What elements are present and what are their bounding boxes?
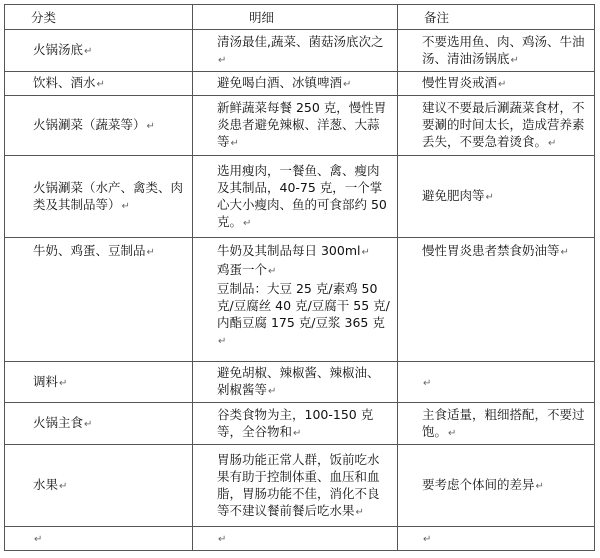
detail-cell: ↵ bbox=[193, 527, 398, 551]
table-row bbox=[5, 527, 595, 551]
note-cell: 建议不要最后涮蔬菜食材，不要涮的时间太长，造成营养素丢失，不要急着烫食。↵ bbox=[398, 96, 595, 156]
note-cell: 慢性胃炎戒酒↵ bbox=[398, 72, 595, 96]
table-row bbox=[5, 445, 595, 527]
table-row bbox=[5, 30, 595, 72]
detail-cell: 胃肠功能正常人群，饭前吃水果有助于控制体重、血压和血脂，胃肠功能不佳，消化不良等不建议餐前餐后吃水果↵ bbox=[193, 445, 398, 527]
detail-cell: 选用瘦肉，一餐鱼、禽、瘦肉及其制品，40-75 克，一个掌心大小瘦肉、鱼的可食部约 50 克。↵ bbox=[193, 156, 398, 238]
category-cell: 饮料、酒水↵ bbox=[5, 72, 193, 96]
table-row bbox=[5, 72, 595, 96]
detail-line: 鸡蛋一个↵ bbox=[217, 262, 277, 277]
category-cell: 火锅涮菜（水产、禽类、肉类及其制品等）↵ bbox=[5, 156, 193, 238]
detail-line: 豆制品：大豆 25 克/素鸡 50 克/豆腐丝 40 克/豆腐干 55 克/内酯豆腐 175 克/豆浆 365 克↵ bbox=[217, 281, 390, 347]
category-cell: 火锅主食↵ bbox=[5, 403, 193, 445]
category-cell: 调料↵ bbox=[5, 362, 193, 403]
note-cell: ↵ bbox=[398, 362, 595, 403]
table-row bbox=[5, 156, 595, 238]
category-cell: 火锅涮菜（蔬菜等）↵ bbox=[5, 96, 193, 156]
detail-line: 牛奶及其制品每日 300ml↵ bbox=[217, 243, 370, 258]
category-cell: ↵ bbox=[5, 527, 193, 551]
note-cell: 主食适量，粗细搭配，不要过饱。↵ bbox=[398, 403, 595, 445]
note-cell: ↵ bbox=[398, 527, 595, 551]
note-cell: 不要选用鱼、肉、鸡汤、牛油汤、清油汤锅底↵ bbox=[398, 30, 595, 72]
header-detail: 明细 bbox=[193, 5, 398, 30]
category-cell: 火锅汤底↵ bbox=[5, 30, 193, 72]
detail-cell: 新鲜蔬菜每餐 250 克，慢性胃炎患者避免辣椒、洋葱、大蒜等↵ bbox=[193, 96, 398, 156]
category-cell: 牛奶、鸡蛋、豆制品↵ bbox=[5, 238, 193, 362]
detail-cell bbox=[193, 238, 398, 362]
header-note: 备注 bbox=[398, 5, 595, 30]
header-category: 分类 bbox=[5, 5, 193, 30]
table-header-row bbox=[5, 5, 595, 30]
table-row bbox=[5, 362, 595, 403]
note-cell: 要考虑个体间的差异↵ bbox=[398, 445, 595, 527]
category-cell: 水果↵ bbox=[5, 445, 193, 527]
table-row bbox=[5, 403, 595, 445]
note-cell: 慢性胃炎患者禁食奶油等↵ bbox=[398, 238, 595, 362]
detail-cell: 谷类食物为主，100-150 克等，全谷物和↵ bbox=[193, 403, 398, 445]
detail-cell: 避免胡椒、辣椒酱、辣椒油、剁椒酱等↵ bbox=[193, 362, 398, 403]
detail-cell: 避免喝白酒、冰镇啤酒↵ bbox=[193, 72, 398, 96]
note-cell: 避免肥肉等↵ bbox=[398, 156, 595, 238]
table-row bbox=[5, 238, 595, 362]
diet-table bbox=[4, 4, 595, 551]
table-row bbox=[5, 96, 595, 156]
detail-cell: 清汤最佳,蔬菜、菌菇汤底次之↵ bbox=[193, 30, 398, 72]
